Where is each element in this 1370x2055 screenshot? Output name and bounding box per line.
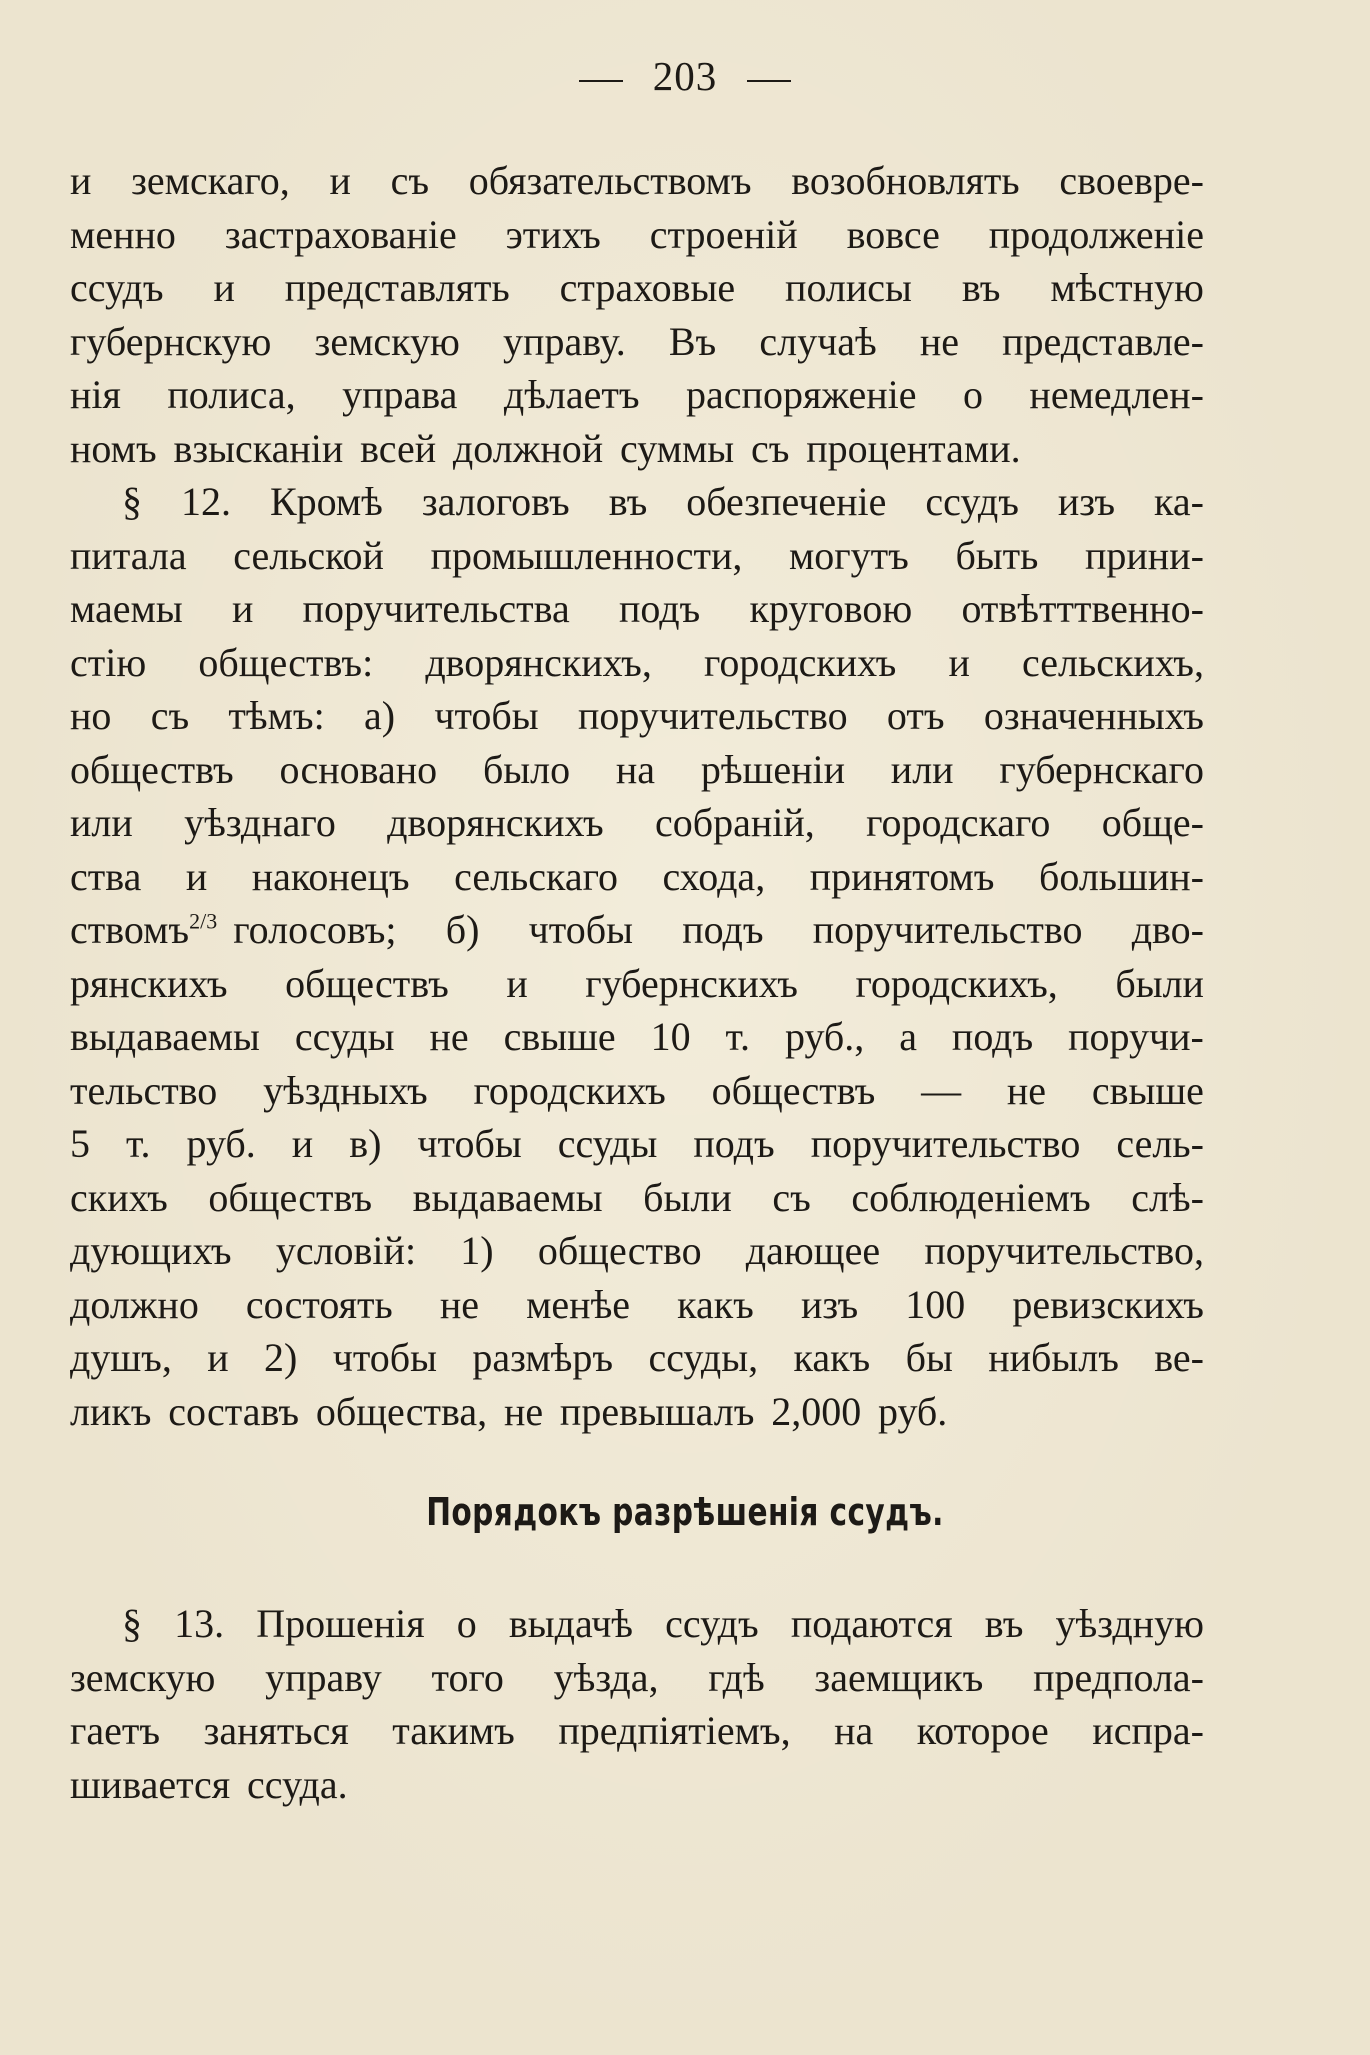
text-line <box>70 529 1204 583</box>
word: застрахованіе <box>224 211 457 257</box>
word: продолженіе <box>988 211 1204 257</box>
word: промышленности, <box>430 532 743 578</box>
word: обществъ <box>208 1174 373 1220</box>
word: такимъ <box>392 1708 515 1753</box>
word: управу <box>265 1654 382 1700</box>
word: залоговъ <box>421 479 570 524</box>
text-line <box>70 261 1204 315</box>
text-line <box>70 1010 1204 1064</box>
word: отъ <box>886 693 945 738</box>
word: свыше <box>503 1014 616 1059</box>
word: заемщикъ <box>814 1654 984 1700</box>
word: гдѣ <box>708 1654 765 1700</box>
word: номъ <box>70 425 157 471</box>
word: скихъ <box>70 1174 168 1220</box>
word: своевре- <box>1059 158 1204 203</box>
word: Прошенія <box>256 1601 425 1646</box>
word: какъ <box>793 1335 871 1380</box>
section-heading: Порядокъ разрѣшенія ссудъ. <box>426 1490 944 1534</box>
word: основано <box>279 746 438 792</box>
text-line <box>70 957 1204 1011</box>
word: съ <box>390 158 430 203</box>
word: наконецъ <box>251 853 410 899</box>
word: обязательствомъ <box>468 158 752 203</box>
word: менѣе <box>526 1281 631 1327</box>
word: городскихъ <box>473 1067 666 1113</box>
word: но <box>70 693 112 738</box>
word: принятомъ <box>809 853 995 899</box>
word: не <box>1006 1067 1047 1113</box>
word: представле- <box>1002 318 1204 364</box>
word: выдачѣ <box>508 1601 634 1646</box>
text-line <box>70 850 1204 904</box>
word: выдаваемы <box>412 1174 603 1220</box>
word: соблюденіемъ <box>851 1174 1091 1220</box>
word: обществъ: <box>198 639 374 685</box>
word: въ <box>984 1601 1024 1646</box>
word: и <box>70 158 92 203</box>
word: предпіятіемъ, <box>558 1708 791 1753</box>
word: т. <box>126 1121 151 1166</box>
word: тельство <box>70 1067 218 1113</box>
word: ссудъ <box>665 1601 759 1646</box>
word: общество <box>537 1228 702 1273</box>
word: полисы <box>785 265 912 310</box>
word: полиса, <box>167 372 296 417</box>
word: заняться <box>203 1708 349 1753</box>
word: могутъ <box>788 532 909 578</box>
word: нія <box>70 372 121 417</box>
word: подъ <box>951 1014 1034 1059</box>
word: городскихъ <box>703 639 897 685</box>
word: какъ <box>677 1281 754 1327</box>
word: дующихъ <box>70 1228 232 1273</box>
word: 2) <box>264 1335 298 1380</box>
text-line <box>70 208 1204 262</box>
word: управу. <box>503 318 626 364</box>
word: дво- <box>1131 907 1204 952</box>
word: быть <box>955 532 1039 578</box>
word: руб., <box>784 1014 865 1059</box>
word: поручительства <box>302 586 570 631</box>
text-line <box>70 1385 1204 1439</box>
word: не <box>429 1014 469 1059</box>
text-line <box>70 1064 1204 1118</box>
word: въ <box>961 265 1001 310</box>
word: не <box>503 1388 544 1434</box>
word: губернскаго <box>999 746 1204 792</box>
word: 100 <box>905 1281 966 1327</box>
word: этихъ <box>505 211 601 257</box>
text-line <box>70 1651 1204 1705</box>
word: не <box>919 318 959 364</box>
text-line <box>70 368 1204 422</box>
word: земскую <box>314 318 460 364</box>
word: возобновлять <box>791 158 1020 203</box>
word: губернскихъ <box>585 960 798 1006</box>
word: случаѣ <box>759 318 877 364</box>
word: строеній <box>649 211 798 257</box>
fraction <box>189 903 217 957</box>
word: въ <box>608 479 648 524</box>
text-line <box>70 796 1204 850</box>
page-number <box>0 52 1370 100</box>
fraction-value: 2/3 <box>189 908 218 934</box>
word: распоряженіе <box>686 372 917 417</box>
word: суммы <box>619 425 735 471</box>
word: круговою <box>749 586 913 631</box>
page-number-value: 203 <box>652 53 718 99</box>
word: чтобы <box>528 907 633 952</box>
line-tail <box>233 903 1204 957</box>
word: и <box>291 1121 314 1166</box>
word: поручительство <box>577 693 848 738</box>
word: были <box>1115 960 1204 1006</box>
text-line <box>70 689 1204 743</box>
word: превышалъ <box>559 1388 755 1434</box>
word: а <box>899 1014 917 1059</box>
word: 10 <box>650 1014 691 1059</box>
left-dash <box>579 80 623 82</box>
word: руб. <box>186 1121 256 1166</box>
word: 5 <box>70 1121 90 1166</box>
word: съ <box>750 425 790 471</box>
word: менно <box>70 211 176 257</box>
word: управа <box>342 372 458 417</box>
word: поручительство <box>810 1121 1081 1166</box>
word: ка- <box>1154 479 1204 524</box>
text-line <box>70 636 1204 690</box>
word: и <box>207 1335 229 1380</box>
word: собраній, <box>654 800 815 845</box>
paragraph-section-12 <box>70 475 1204 1438</box>
word: составъ <box>168 1388 300 1434</box>
text-line <box>70 1704 1204 1758</box>
text-line <box>70 1224 1204 1278</box>
word: ссудъ <box>925 479 1019 524</box>
word: т. <box>725 1014 751 1059</box>
word: душъ, <box>70 1335 172 1380</box>
word: тѣмъ: <box>228 693 325 738</box>
word: стію <box>70 639 147 685</box>
word: уѣзднаго <box>184 800 336 845</box>
word: обезпеченіе <box>686 479 887 524</box>
word: маемы <box>70 586 183 631</box>
word: предпола- <box>1033 1654 1204 1700</box>
text-line <box>70 1278 1204 1332</box>
text-line <box>70 1597 1204 1651</box>
word: изъ <box>800 1281 859 1327</box>
word: губернскую <box>70 318 272 364</box>
word: § <box>122 1601 142 1646</box>
word: слѣ- <box>1131 1174 1204 1220</box>
word: шивается <box>70 1761 231 1807</box>
word: а) <box>364 693 396 738</box>
word: общества, <box>315 1388 488 1434</box>
word: и <box>948 639 970 685</box>
word: ликъ <box>70 1388 152 1434</box>
word: ссуды <box>557 1121 658 1166</box>
word: земскаго, <box>131 158 290 203</box>
word: городскаго <box>866 800 1051 845</box>
word: прини- <box>1084 532 1204 578</box>
paragraph-section-13 <box>70 1597 1204 1811</box>
word: схода, <box>662 853 766 899</box>
word: 1) <box>460 1228 494 1273</box>
word: обществъ <box>711 1067 876 1113</box>
word: сель- <box>1116 1121 1204 1166</box>
word: страховые <box>559 265 736 310</box>
word: Въ <box>668 318 717 364</box>
word: поручительство, <box>924 1228 1204 1273</box>
word: ссуда. <box>247 1761 348 1807</box>
word: и <box>506 960 528 1006</box>
word: поручи- <box>1068 1014 1204 1059</box>
paragraph-continuation <box>70 154 1204 475</box>
word: и <box>185 853 208 899</box>
text-line <box>70 422 1204 476</box>
word: подъ <box>618 586 701 631</box>
word: и <box>213 265 235 310</box>
word: гаетъ <box>70 1708 161 1753</box>
word: подаются <box>790 1601 953 1646</box>
word: дающее <box>745 1228 881 1273</box>
word: дворянскихъ, <box>425 639 652 685</box>
word: состоять <box>245 1281 393 1327</box>
word: уѣздную <box>1055 1601 1204 1646</box>
word: сельскихъ, <box>1022 639 1204 685</box>
word: чтобы <box>417 1121 522 1166</box>
word: 12. <box>180 479 231 524</box>
word: дѣлаетъ <box>503 372 640 417</box>
word: уѣзда, <box>553 1654 659 1700</box>
word: уѣздныхъ <box>263 1067 428 1113</box>
word: 13. <box>174 1601 225 1646</box>
word: 2,000 <box>771 1388 862 1434</box>
text-line <box>70 1171 1204 1225</box>
text-line <box>70 475 1204 529</box>
word: или <box>890 746 954 792</box>
word: означенныхъ <box>983 693 1204 738</box>
word: которое <box>916 1708 1049 1753</box>
word: или <box>70 800 133 845</box>
word: питала <box>70 532 187 578</box>
word: было <box>482 746 571 792</box>
word: всей <box>360 425 437 471</box>
text-line <box>70 1331 1204 1385</box>
word: взысканіи <box>173 425 344 471</box>
word: не <box>439 1281 480 1327</box>
word: отвѣтттвенно- <box>961 586 1204 631</box>
word: ссуды <box>294 1014 395 1059</box>
text-line <box>70 743 1204 797</box>
word: представлять <box>284 265 510 310</box>
word: ревизскихъ <box>1012 1281 1204 1327</box>
word: поручительство <box>812 907 1083 952</box>
word: испра- <box>1092 1708 1204 1753</box>
word: бы <box>905 1335 953 1380</box>
word: обществъ <box>285 960 449 1006</box>
word: изъ <box>1057 479 1116 524</box>
word: процентами. <box>806 425 1021 471</box>
word: о <box>962 372 983 417</box>
word: ствомъ <box>70 907 190 952</box>
text-line <box>70 154 1204 208</box>
word: съ <box>150 693 190 738</box>
word: подъ <box>682 907 764 952</box>
word: должной <box>452 425 604 471</box>
word: подъ <box>693 1121 775 1166</box>
word: выдаваемы <box>70 1014 260 1059</box>
text-line <box>70 315 1204 369</box>
word: чтобы <box>332 1335 437 1380</box>
word: сельской <box>233 532 384 578</box>
word: и <box>329 158 351 203</box>
word: вовсе <box>846 211 940 257</box>
word: земскую <box>70 1654 216 1700</box>
word: обществъ <box>70 746 234 792</box>
word: дворянскихъ <box>387 800 604 845</box>
word: на <box>834 1708 874 1753</box>
text-line <box>70 1758 1204 1812</box>
word: ссуды, <box>648 1335 759 1380</box>
word: рянскихъ <box>70 960 228 1006</box>
word: сельскаго <box>454 853 619 899</box>
word: на <box>615 746 656 792</box>
word: немедлен- <box>1029 372 1204 417</box>
word: § <box>122 479 142 524</box>
word: б) <box>445 907 480 952</box>
word: ства <box>70 853 142 899</box>
word: мѣстную <box>1050 265 1204 310</box>
text-line-with-fraction <box>70 903 1204 957</box>
word: чтобы <box>434 693 539 738</box>
word: условій: <box>275 1228 417 1273</box>
word: ссудъ <box>70 265 164 310</box>
word: о <box>456 1601 477 1646</box>
word: обще- <box>1101 800 1204 845</box>
word: городскихъ, <box>855 960 1058 1006</box>
word: размѣръ <box>472 1335 614 1380</box>
word: голосовъ; <box>233 907 397 952</box>
word: нибылъ <box>988 1335 1119 1380</box>
text-line <box>70 582 1204 636</box>
word: были <box>643 1174 732 1220</box>
word: съ <box>772 1174 811 1220</box>
text-line <box>70 1117 1204 1171</box>
word: в) <box>349 1121 382 1166</box>
word: и <box>231 586 254 631</box>
word: свыше <box>1091 1067 1204 1113</box>
right-dash <box>747 80 791 82</box>
word: того <box>431 1654 504 1700</box>
word: руб. <box>877 1388 948 1434</box>
word: Кромѣ <box>269 479 383 524</box>
word: ве- <box>1154 1335 1204 1380</box>
word: большин- <box>1039 853 1204 899</box>
word: — <box>921 1067 962 1113</box>
word: должно <box>70 1281 199 1327</box>
word: рѣшеніи <box>700 746 846 792</box>
